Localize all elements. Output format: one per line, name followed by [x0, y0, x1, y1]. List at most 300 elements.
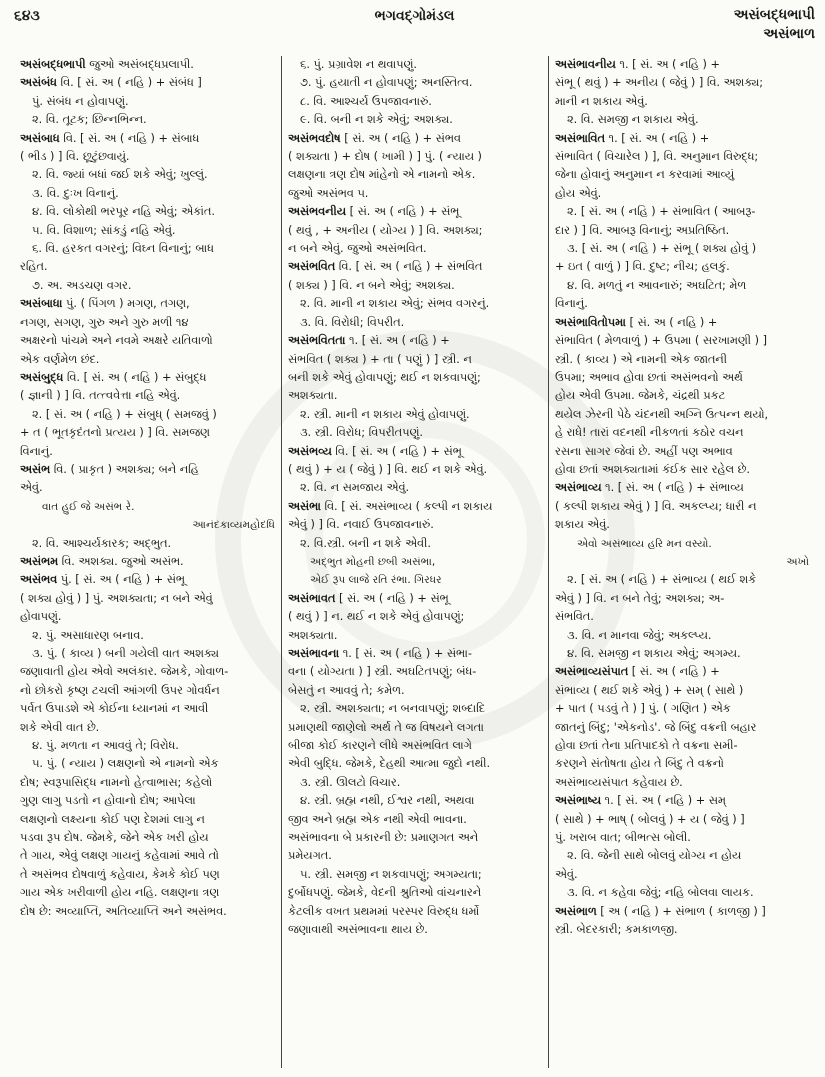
definition-text: ૨. સ્ત્રી. માની ન શકાય એવું હોવાપણું. [300, 407, 470, 421]
entry-text-line [555, 443, 809, 461]
definition-text: દુર્બોધપણું. જેમકે, વેદની શ્રુતિઓ વાંચનારને [288, 886, 482, 900]
entry-headline [555, 903, 809, 921]
definition-text: એવું. [20, 481, 43, 495]
definition-text: વિનાનું. [20, 444, 53, 458]
definition-text: ૫. સ્ત્રી. સમજી ન શકવાપણું; અગમ્યતા; [300, 867, 482, 881]
definition-text: એક વર્ણમેળ છંદ. [20, 352, 100, 366]
headword: અસંભાવિત [555, 131, 605, 145]
definition-text: ૨. વિ. સમજી ન શકાય એવું. [567, 113, 699, 127]
definition-text: ૩. સ્ત્રી. ઊલટો વિચાર. [300, 775, 401, 789]
entry-text-line [288, 314, 542, 332]
definition-text: ૩. વિ. ન કહેવા જેવું; નહિ બોલવા લાયક. [567, 886, 754, 900]
definition-text: માની ન શકાય એવું. [555, 94, 648, 108]
entry-text-line [555, 921, 809, 939]
page-number: ૬૪૩ [14, 8, 40, 24]
definition-text: ( થવું ) ] ન. થઈ ન શકે એવું હોવાપણું; [288, 610, 465, 624]
entry-text-line [288, 627, 542, 645]
definition-text: કરણને સંતોષતા હોય તે બિંદુ તે વક્રનો [555, 757, 724, 771]
definition-text: ( શક્ય ) ] વિ. ન બને એવું; અશક્ય. [288, 278, 455, 292]
entry-headline [20, 130, 275, 148]
definition-text: વાત હુઈ જે અસંભ રે. [42, 500, 135, 513]
entry-text-line [555, 884, 809, 902]
entry-text-line [555, 461, 809, 479]
entry-text-line [288, 185, 542, 203]
definition-text: ( શક્યતા ) + દોષ ( ખામી ) ] પું. ( ન્યાય ) [288, 150, 482, 164]
headword: અસંભાળ [555, 904, 597, 918]
definition-text: દાર ) ] વિ. આબરૂ વિનાનું; અપ્રતિષ્ઠિત. [555, 223, 730, 237]
entry-headline [555, 56, 809, 74]
definition-text: દોષ; સ્વરૂપાસિદ્ધ નામનો હેત્વાભાસ; કહેલો [20, 775, 213, 789]
definition-text: હોય એવું. [555, 186, 602, 200]
definition-text: ૨. [ સં. અ ( નહિ ) + સંબુધ્ ( સમજવું ) [32, 407, 217, 421]
entry-text-line [20, 866, 275, 884]
definition-text: આનંદકાવ્યમહોદધિ [192, 519, 275, 532]
entry-headline [555, 792, 809, 810]
entry-text-line [20, 700, 275, 718]
definition-text: ૯. વિ. બની ન શકે એવું; અશક્ય. [300, 113, 453, 127]
entry-text-line [20, 755, 275, 773]
entry-text-line [555, 571, 809, 589]
headword: અસંભાવનીય [555, 58, 616, 71]
entry-text-line [288, 682, 542, 700]
entry-headline [288, 498, 542, 516]
headword: અસંભ [20, 462, 51, 476]
entry-text-line [20, 737, 275, 755]
entry-text-line [20, 590, 275, 608]
entry-text-line [288, 461, 542, 479]
entry-text-line [288, 755, 542, 773]
definition-text: ( જ્ઞાની ) ] વિ. તત્ત્વવેત્તા નહિ એવું. [20, 389, 181, 403]
definition-text: ૧. [ સં. અ ( નહિ ) + સમ્ [600, 794, 726, 808]
entry-text-line [288, 240, 542, 258]
definition-text: ૩. વિ. દુઃખ વિનાનું. [32, 186, 119, 200]
entry-text-line [555, 608, 809, 626]
entry-text-line [20, 166, 275, 184]
book-title: ભગવદ્ગોમંડલ [374, 8, 455, 24]
headword: અસંભવદોષ [288, 131, 341, 145]
definition-text: સ્ત્રી. ( કાવ્ય ) એ નામની એક જાતની [555, 352, 727, 366]
definition-text: ૧. [ સં. અ ( નહિ ) + [615, 58, 721, 71]
entry-text-line [288, 792, 542, 810]
definition-text: ૩. પું. ( કાવ્ય ) બની ગયેલી વાત અશક્ય [32, 647, 219, 660]
headword: અસંબાધા [20, 297, 63, 311]
definition-text: બની શકે એવું હોવાપણું; થઈ ન શકવાપણું; [288, 370, 481, 384]
entry-text-line [555, 847, 809, 865]
definition-text: ૨. સ્ત્રી. અશક્યતા; ન બનવાપણું; શબ્દાદિ [300, 702, 486, 716]
definition-text: વિ. [ સં. અ ( નહિ ) + સંભૂ [331, 444, 462, 458]
headword: અસંભવિતતા [288, 334, 346, 348]
entry-text-line [288, 903, 542, 921]
entry-headline [288, 258, 542, 276]
definition-text: ૨. વિ. જેની સાથે બોલવું યોગ્ય ન હોય [567, 849, 742, 863]
definition-text: જણાવાતી હોય એવો અલંકાર. જેમકે, ગોવાળ- [20, 665, 229, 679]
definition-text: એવું. [555, 867, 578, 881]
definition-text: ૧. [ સં. અ ( નહિ ) + [345, 334, 450, 348]
definition-text: સંભવિત ( શક્ય ) + તા ( પણું ) ] સ્ત્રી. ન [288, 352, 472, 366]
definition-text: ગુણ લાગુ પડતો ન હોવાનો દોષ; આપેલા [20, 794, 196, 808]
entry-text-line [20, 774, 275, 792]
entry-text-line [20, 792, 275, 810]
definition-text: નગણ, સગણ, ગુરુ અને ગુરુ મળી ૧૪ [20, 315, 189, 329]
definition-text: ૩. વિ. ન માનવા જેવું; અકલ્પ્ય. [567, 628, 712, 642]
entry-text-line [555, 111, 809, 129]
entry-headline [20, 295, 275, 313]
definition-text: બેસતું ન આવવું તે; કમેળ. [288, 683, 405, 697]
entry-text-line [555, 719, 809, 737]
definition-text: [ સં. અ ( નહિ ) + [625, 315, 718, 329]
entry-text-line [20, 645, 275, 663]
headword: અસંભાવના [288, 647, 340, 660]
definition-text: પું. ( પિંગળ ) મગણ, તગણ, [62, 297, 190, 311]
entry-text-line [288, 56, 542, 74]
entry-text-line [288, 884, 542, 902]
entry-headline [20, 74, 275, 92]
definition-text: ન બને એવું. જુઓ અસંભવિત. [288, 242, 427, 256]
entry-text-line [288, 516, 542, 534]
definition-text: વિનાનું. [555, 297, 588, 311]
definition-text: જુઓ અસંબદ્ધપ્રલાપી. [85, 58, 194, 71]
definition-text: સ્ત્રી. બેદરકારી; કમકાળજી. [555, 923, 678, 937]
entry-text-line [20, 627, 275, 645]
definition-text: જાતનું બિંદુ; 'એકનોડ'. જે બિંદુ વક્રની બહાર [555, 720, 757, 734]
definition-text: ૨. વિ. આશ્ચર્યકારક; અદ્ભુત. [32, 536, 172, 550]
definition-text: પું. સંબંધ ન હોવાપણું. [32, 94, 129, 108]
definition-text: ૮. વિ. આશ્ચર્ય ઉપજાવનારું. [300, 94, 432, 108]
definition-text: + ઇત ( વાળું ) ] વિ. દુષ્ટ; નીચ; હલકું. [555, 260, 730, 274]
entry-text-line [20, 608, 275, 626]
definition-text: પું. ખરાબ વાત; બીભત્સ બોલી. [555, 831, 691, 845]
definition-text: કેટલીક વખત પ્રથમમાં પરસ્પર વિરુદ્ધ ધર્મો [288, 904, 480, 918]
definition-text: બીજા કોઈ કારણને લીધે અસંભવિત લાગે [288, 739, 472, 753]
entry-text-line [288, 166, 542, 184]
entry-text-line [20, 811, 275, 829]
headword: અસંભાવત [288, 591, 336, 605]
entry-headline [555, 314, 809, 332]
entry-text-line [288, 866, 542, 884]
entry-text-line [288, 571, 542, 589]
headword: અસંભાવ્ય [555, 481, 602, 495]
entry-text-line [555, 627, 809, 645]
definition-text: શકાય એવું. [555, 518, 610, 532]
definition-text: વિ. [ સં. અ ( નહિ ) + સંબાધ [59, 131, 200, 145]
entry-text-line [288, 811, 542, 829]
entry-text-line [20, 847, 275, 865]
headword: અસંભમ [20, 554, 59, 568]
headword: અસંભાષ્ય [555, 794, 601, 808]
definition-text: + ત ( ભૂતકૃદંતનો પ્રત્યય ) ] વિ. સમજણ [20, 426, 210, 440]
entry-text-line [288, 277, 542, 295]
definition-text: ૨. વિ. જ્યાં બધાં જઈ શકે એવું; ખુલ્લું. [32, 168, 208, 182]
entry-headline [555, 479, 809, 497]
entry-text-line [555, 755, 809, 773]
definition-text: [ અ ( નહિ ) + સંભાળ ( કાળજી ) ] [596, 904, 766, 918]
definition-text: અશક્યતા. [288, 389, 338, 403]
entry-headline [20, 461, 275, 479]
definition-text: ૫. પું. ( ન્યાય ) લક્ષણનો એ નામનો એક [32, 757, 219, 771]
entry-text-line [555, 351, 809, 369]
entry-text-line [288, 829, 542, 847]
entry-text-line [555, 590, 809, 608]
definition-text: ૨. વિ. તૂટક; છિન્નભિન્ન. [32, 113, 147, 127]
entry-text-line [20, 884, 275, 902]
entry-text-line [555, 553, 809, 571]
definition-text: પર્વત ઉપાડશે એ કોઈના ધ્યાનમાં ન આવી [20, 702, 209, 716]
guide-word-last: અસંભાળ [763, 26, 815, 42]
entry-text-line [288, 774, 542, 792]
entry-text-line [288, 608, 542, 626]
entry-text-line [20, 314, 275, 332]
definition-text: વિ. અશક્ય. જુઓ અસંભ. [58, 554, 184, 568]
definition-text: વિ. [ સં. અ ( નહિ ) + સંબુદ્ધ [63, 370, 207, 384]
entry-text-line [20, 258, 275, 276]
entry-text-line [20, 111, 275, 129]
definition-text: હોવા છતાં તેના પ્રતિપાદકો તે વક્રના સમી- [555, 739, 738, 753]
definition-text: સંભૂ ( થવું ) + અનીય ( જેવું ) ] વિ. અશક્ય; [555, 76, 764, 90]
guide-words [734, 6, 815, 44]
definition-text: ૭. પું. હયાતી ન હોવાપણું; અનસ્તિત્વ. [300, 76, 473, 90]
definition-text: વિ. [ સં. અ ( નહિ ) + સંભવિત [335, 260, 483, 274]
definition-text: વિ. ( પ્રાકૃત ) અશક્ય; બને નહિ [50, 462, 199, 476]
entry-text-line [20, 93, 275, 111]
entry-text-line [555, 774, 809, 792]
definition-text: એવું ) ] વિ. ન બને તેવું; અશક્ય; અ- [555, 591, 725, 605]
entry-text-line [20, 516, 275, 534]
definition-text: ૨. વિ. ન સમજાય એવું. [300, 481, 410, 495]
entry-headline [288, 332, 542, 350]
definition-text: ૫. વિ. વિશાળ; સાંકડું નહિ એવું. [32, 223, 176, 237]
entry-text-line [288, 479, 542, 497]
definition-text: તે ગાય, એવું લક્ષણ ગાયનું કહેવામાં આવે તો [20, 849, 219, 863]
entry-text-line [288, 553, 542, 571]
entry-text-line [288, 406, 542, 424]
entry-text-line [288, 74, 542, 92]
entry-text-line [555, 185, 809, 203]
definition-text: અદ્ભુત મોહની છબી અસંભા, [310, 555, 436, 568]
definition-text: સંભાવિત ( વિચારેલ ) ], વિ. અનુમાન વિરુદ્ધ; [555, 150, 759, 164]
entry-text-line [288, 737, 542, 755]
entry-headline [20, 571, 275, 589]
entry-text-line [288, 921, 542, 939]
definition-text: શકે એવી વાત છે. [20, 720, 100, 734]
definition-text: ૨. પું. અસાધારણ બનાવ. [32, 628, 144, 642]
headword: અસંભવ્ય [288, 444, 332, 458]
guide-word-first: અસંબદ્ધભાપી [733, 7, 815, 23]
entry-text-line [555, 424, 809, 442]
entry-text-line [20, 682, 275, 700]
definition-text: ૪. પું. મળતા ન આવવું તે; વિરોધ. [32, 739, 179, 753]
definition-text: ૨. વિ. માની ન શકાય એવું; સંભવ વગરનું. [300, 297, 490, 311]
entry-text-line [555, 148, 809, 166]
entry-text-line [555, 516, 809, 534]
entry-text-line [555, 203, 809, 221]
definition-text: એવો અસંભાવ્ય હરિ મન વસ્યો. [577, 537, 712, 550]
entry-text-line [555, 645, 809, 663]
entry-text-line [555, 277, 809, 295]
headword: અસંભાવિતોપમા [555, 315, 626, 329]
entry-headline [288, 130, 542, 148]
column-right [548, 56, 815, 1068]
page-header [14, 6, 815, 50]
definition-text: ૩. [ સં. અ ( નહિ ) + સંભૂ ( શક્ય હોવું ) [567, 242, 757, 256]
definition-text: જીવ અને બ્રહ્મ એક નથી એવી ભાવના. [288, 812, 467, 826]
entry-text-line [20, 240, 275, 258]
definition-text: + પાત ( પડવું તે ) ] પું. ( ગણિત ) એક [555, 702, 731, 716]
entry-text-line [20, 829, 275, 847]
headword: અસંબુદ્ધ [20, 370, 64, 384]
entry-text-line [20, 903, 275, 921]
entry-headline [288, 645, 542, 663]
definition-text: ૨. [ સં. અ ( નહિ ) + સંભાવ્ય ( થઈ શકે [567, 573, 757, 587]
definition-text: ઉપમા; અભાવ હોવા છતાં અસંભવનો અર્થ [555, 370, 743, 384]
entry-headline [288, 203, 542, 221]
definition-text: દોષ છે: અવ્યાપ્તિ, અતિવ્યાપ્તિ અને અસંભવ. [20, 904, 227, 918]
definition-text: અશક્યતા. [288, 628, 338, 642]
entry-text-line [288, 295, 542, 313]
entry-text-line [20, 535, 275, 553]
definition-text: જેના હોવાનું અનુમાન ન કરવામાં આવ્યું [555, 168, 735, 182]
definition-text: અસંભાવના બે પ્રકારની છે: પ્રમાણગત અને [288, 831, 479, 845]
entry-headline [288, 443, 542, 461]
definition-text: લક્ષણનો લક્ષ્યના કોઈ પણ દેશમાં લાગુ ન [20, 812, 205, 826]
entry-text-line [555, 295, 809, 313]
entry-text-line [555, 406, 809, 424]
definition-text: નો છોકરો કૃષ્ણ ટચલી આંગળી ઉપર ગોવર્ધન [20, 683, 220, 697]
definition-text: એઈ રૂપ લાજે રતિ રંભા. ગિરધર [310, 574, 442, 587]
entry-text-line [288, 222, 542, 240]
entry-text-line [288, 719, 542, 737]
entry-text-line [20, 719, 275, 737]
definition-text: અક્ષરનો પાંચમે અને નવમે અક્ષરે યતિવાળો [20, 334, 213, 348]
headword: અસંભા [288, 499, 321, 513]
definition-text: વિ. [ સં. અસંભાવ્ય ( કલ્પી ન શકાય [320, 499, 493, 513]
entry-text-line [20, 424, 275, 442]
definition-text: અખો [786, 555, 809, 568]
entry-text-line [555, 737, 809, 755]
entry-text-line [20, 443, 275, 461]
entry-headline [20, 56, 275, 74]
headword: અસંબદ્ધભાપી [20, 58, 86, 71]
definition-text: [ સં. અ ( નહિ ) + સંભવ [340, 131, 461, 145]
entry-text-line [288, 847, 542, 865]
entry-text-line [288, 111, 542, 129]
definition-text: થયેલ ઝેરની પેઠે ચંદનથી અગ્નિ ઉત્પન્ન થયો, [555, 407, 769, 421]
definition-text: રહિત. [20, 260, 48, 274]
definition-text: ( સાથે ) + ભાષ્ ( બોલવું ) + ય ( જેવું ) ] [555, 812, 745, 826]
definition-text: સંભાવ્ય ( થઈ શકે એવું ) + સમ્ ( સાથે ) [555, 683, 744, 697]
headword: અસંભવ [20, 573, 58, 587]
definition-text: એવી બુદ્ધિ. જેમકે, દેહથી આત્મા જુદો નથી. [288, 757, 491, 771]
entry-headline [20, 369, 275, 387]
text-columns [14, 56, 816, 1068]
definition-text: ગાય એક ખરીવાળી હોય નહિ. લક્ષણના ત્રણ [20, 886, 220, 900]
definition-text: હોય એવી ઉપમા. જેમકે, ચંદ્રથી પ્રકટ [555, 389, 726, 403]
entry-text-line [288, 424, 542, 442]
entry-text-line [555, 700, 809, 718]
definition-text: ૩. સ્ત્રી. વિરોધ; વિપરીતપણું. [300, 426, 423, 440]
headword: અસંભવિત [288, 260, 336, 274]
entry-text-line [20, 277, 275, 295]
definition-text: વિ. [ સં. અ ( નહિ ) + સંબંધ ] [56, 76, 202, 90]
entry-text-line [20, 185, 275, 203]
definition-text: ૭. અ. અડચણ વગર. [32, 278, 132, 292]
entry-text-line [555, 166, 809, 184]
entry-text-line [288, 700, 542, 718]
headword: અસંભવનીય [288, 205, 347, 219]
definition-text: અસંભાવ્યસંપાત કહેવાય છે. [555, 775, 683, 789]
entry-text-line [20, 479, 275, 497]
definition-text: તે અસંભવ દોષવાળું કહેવાય, કેમકે કોઈ પણ [20, 867, 220, 881]
entry-text-line [288, 663, 542, 681]
entry-text-line [555, 74, 809, 92]
entry-text-line [555, 93, 809, 111]
definition-text: ૧. [ સં. અ ( નહિ ) + [604, 131, 710, 145]
entry-headline [555, 663, 809, 681]
definition-text: [ સં. અ ( નહિ ) + સંભૂ [335, 591, 449, 605]
definition-text: પ્રમાણથી જાણેલો અર્થ તે જ વિષયને લગતા [288, 720, 484, 734]
entry-headline [288, 590, 542, 608]
definition-text: જુઓ અસંભવ ૫. [288, 186, 369, 200]
entry-text-line [555, 332, 809, 350]
headword: અસંબંધ [20, 76, 57, 90]
definition-text: હે રાધે! તારાં વદનથી નીકળતાં કઠોર વચન [555, 426, 744, 440]
entry-text-line [20, 406, 275, 424]
entry-text-line [20, 148, 275, 166]
definition-text: ( શક્ય હોવું ) ] પું. અશક્યતા; ન બને એવું [20, 591, 213, 605]
entry-text-line [20, 387, 275, 405]
entry-headline [555, 130, 809, 148]
definition-text: સંભવિત. [555, 610, 594, 624]
definition-text: ૩. વિ. વિરોધી; વિપરીત. [300, 315, 405, 329]
entry-text-line [20, 332, 275, 350]
entry-text-line [288, 535, 542, 553]
definition-text: ( કલ્પી શકાય એવું ) ] વિ. અકલ્પ્ય; ધારી ન [555, 499, 757, 513]
entry-text-line [20, 663, 275, 681]
definition-text: સંભાવિત ( મેળવાળું ) + ઉપમા ( સરખામણી ) ] [555, 334, 767, 348]
definition-text: ૬. પું. પ્રગ્રાવેશ ન થવાપણું. [300, 58, 417, 71]
definition-text: ( થવું , + અનીય ( યોગ્ય ) ] વિ. અશક્ય; [288, 223, 483, 237]
definition-text: જણાવાથી અસંભાવના થાય છે. [288, 923, 428, 937]
column-middle [281, 56, 548, 1068]
definition-text: રસના સાગર જેવાં છે. અહીં પણ અભાવ [555, 444, 733, 458]
headword: અસંભાવ્યસંપાત [555, 665, 629, 679]
definition-text: ૪. વિ. મળતું ન આવનારું; અઘટિત; મેળ [567, 278, 747, 292]
entry-text-line [20, 351, 275, 369]
entry-text-line [288, 148, 542, 166]
definition-text: વના ( યોગ્યતા ) ] સ્ત્રી. અઘટિતપણું; બંધ- [288, 665, 477, 679]
definition-text: ૧. [ સં. અ ( નહિ ) + સંભાવ્ય [601, 481, 744, 495]
entry-text-line [555, 240, 809, 258]
entry-text-line [20, 222, 275, 240]
entry-text-line [555, 829, 809, 847]
definition-text: [ સં. અ ( નહિ ) + સંભૂ [346, 205, 460, 219]
entry-headline [20, 553, 275, 571]
definition-text: ૧. [ સં. અ ( નહિ ) + સંભા- [339, 647, 472, 660]
entry-text-line [555, 535, 809, 553]
definition-text: ( ભીડ ) ] વિ. છૂટુંછવાયું. [20, 150, 130, 164]
entry-text-line [555, 387, 809, 405]
definition-text: પડવા રૂપ દોષ. જેમકે, જેને એક ખરી હોય [20, 831, 209, 845]
definition-text: ૪. વિ. લોકોથી ભરપૂર નહિ એવું; એકાંત. [32, 205, 215, 219]
entry-text-line [555, 498, 809, 516]
entry-text-line [555, 811, 809, 829]
definition-text: પું. [ સં. અ ( નહિ ) + સંભૂ [57, 573, 185, 587]
entry-text-line [20, 498, 275, 516]
entry-text-line [555, 222, 809, 240]
definition-text: હોવાપણું. [20, 610, 62, 624]
definition-text: પ્રમેયગત. [288, 849, 332, 863]
entry-text-line [555, 369, 809, 387]
definition-text: ૪. વિ. સમજી ન શકાય એવું; અગમ્ય. [567, 647, 741, 660]
